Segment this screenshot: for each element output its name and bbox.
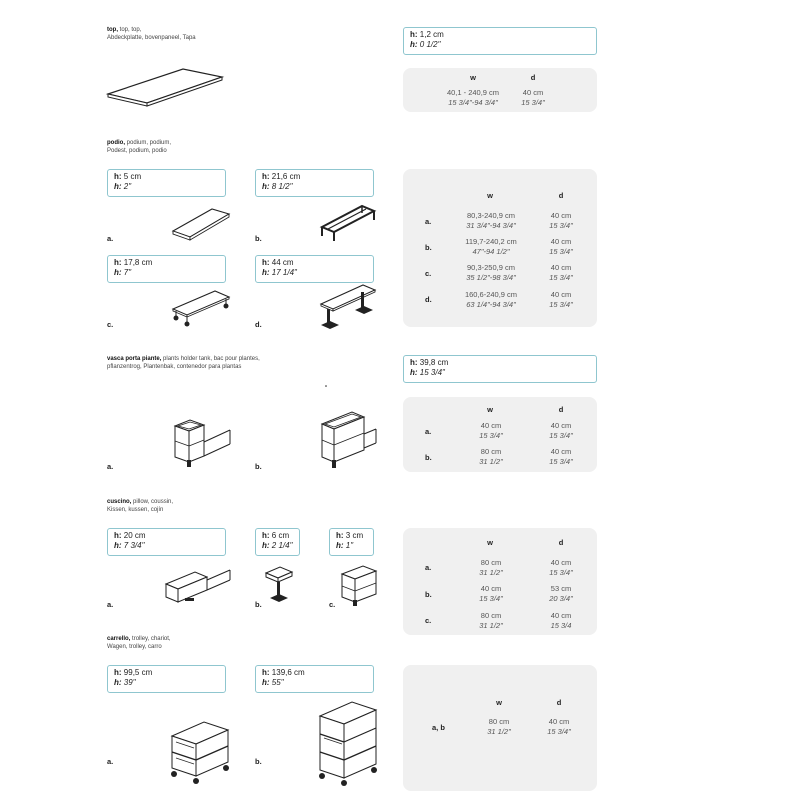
table-cell-w: 119,7-240,2 cm 47"-94 1/2" [465,237,517,256]
table-cell-d: 40 cm 15 3/4" [521,88,545,107]
vasca-a-drawing [170,412,232,470]
podio-letter-d: d. [255,320,262,329]
vasca-letter-a: a. [107,462,114,471]
column-header-w: w [487,538,493,547]
row-label-a: a. [425,217,432,226]
podio-a-height-box: h: 5 cm h: 2" [107,169,226,197]
podio-a-drawing [170,205,232,243]
podio-c-drawing [168,289,234,327]
column-header-w: w [496,698,502,707]
cuscino-a-drawing [163,562,233,608]
top-title: top, top, top, Abdeckplatte, bovenpaneel, Tapa [107,27,196,41]
table-cell-w: 80 cm 31 1/2" [479,558,503,577]
carrello-letter-a: a. [107,757,114,766]
row-label-d: d. [425,295,432,304]
table-cell-d: 53 cm 20 3/4" [549,584,573,603]
row-label-b: b. [425,453,432,462]
column-header-w: w [487,405,493,414]
cuscino-b-height-box: h: 6 cm h: 2 1/4" [255,528,300,556]
table-cell-w: 160,6-240,9 cm 63 1/4"-94 3/4" [464,290,518,309]
podio-letter-a: a. [107,234,114,243]
table-cell-d: 40 cm 15 3/4" [549,237,573,256]
vasca-letter-b: b. [255,462,262,471]
top-height-box: h: 1,2 cm h: 0 1/2" [403,27,597,55]
table-cell-d: 40 cm 15 3/4 [550,611,572,630]
podio-c-height-box: h: 17,8 cm h: 7" [107,255,226,283]
carrello-a-drawing [168,712,234,784]
row-label-a: a. [425,427,432,436]
carrello-letter-b: b. [255,757,262,766]
carrello-title: carrello, trolley, chariot, Wagen, trolley, carro [107,636,171,650]
column-header-d: d [558,191,564,200]
top-dimension-panel [403,68,597,112]
cuscino-b-drawing [262,560,302,608]
table-cell-w: 40,1 - 240,9 cm 15 3/4"-94 3/4" [446,88,500,107]
table-cell-d: 40 cm 15 3/4" [549,447,573,466]
column-header-w: w [470,73,476,82]
table-cell-w: 90,3-250,9 cm 35 1/2"-98 3/4" [466,263,516,282]
table-cell-w: 80,3-240,9 cm 31 3/4"-94 3/4" [466,211,516,230]
podio-letter-b: b. [255,234,262,243]
vasca-dimension-panel [403,397,597,472]
cuscino-letter-b: b. [255,600,262,609]
cuscino-c-drawing [338,562,382,608]
podio-b-height-box: h: 21,6 cm h: 8 1/2" [255,169,374,197]
podio-b-drawing [318,203,378,245]
top-panel-drawing [105,65,225,107]
carrello-a-height-box: h: 99,5 cm h: 39" [107,665,226,693]
carrello-b-drawing [316,696,382,788]
table-cell-d: 40 cm 15 3/4" [549,290,573,309]
column-header-d: d [530,73,536,82]
row-label-ab: a, b [432,723,445,732]
cuscino-title: cuscino, pillow, coussin, Kissen, kussen, cojín [107,499,174,513]
podio-letter-c: c. [107,320,114,329]
vasca-b-drawing [318,382,378,470]
cuscino-letter-a: a. [107,600,114,609]
row-label-c: c. [425,269,432,278]
table-cell-d: 40 cm 15 3/4" [547,717,571,736]
row-label-b: b. [425,243,432,252]
podio-title: podio, podium, podium, Podest, podium, podio [107,140,172,154]
cuscino-letter-c: c. [329,600,336,609]
table-cell-d: 40 cm 15 3/4" [549,421,573,440]
podio-d-drawing [318,283,378,333]
column-header-w: w [487,191,493,200]
carrello-dimension-panel [403,665,597,791]
podio-d-height-box: h: 44 cm h: 17 1/4" [255,255,374,283]
table-cell-d: 40 cm 15 3/4" [549,558,573,577]
table-cell-w: 80 cm 31 1/2" [487,717,511,736]
column-header-d: d [558,538,564,547]
cuscino-dimension-panel [403,528,597,635]
table-cell-w: 80 cm 31 1/2" [479,447,503,466]
vasca-height-box: h: 39,8 cm h: 15 3/4" [403,355,597,383]
table-cell-w: 40 cm 15 3/4" [479,584,503,603]
podio-dimension-panel [403,169,597,327]
table-cell-d: 40 cm 15 3/4" [549,211,573,230]
cuscino-c-height-box: h: 3 cm h: 1" [329,528,374,556]
column-header-d: d [558,405,564,414]
carrello-b-height-box: h: 139,6 cm h: 55" [255,665,374,693]
row-label-b: b. [425,590,432,599]
vasca-title: vasca porta piante, plants holder tank, bac pour plantes, pflanzentrog, Plantenbak, contenedor para plantas [107,356,260,370]
row-label-a: a. [425,563,432,572]
table-cell-w: 40 cm 15 3/4" [479,421,503,440]
row-label-c: c. [425,616,432,625]
column-header-d: d [556,698,562,707]
table-cell-w: 80 cm 31 1/2" [479,611,503,630]
table-cell-d: 40 cm 15 3/4" [549,263,573,282]
cuscino-a-height-box: h: 20 cm h: 7 3/4" [107,528,226,556]
